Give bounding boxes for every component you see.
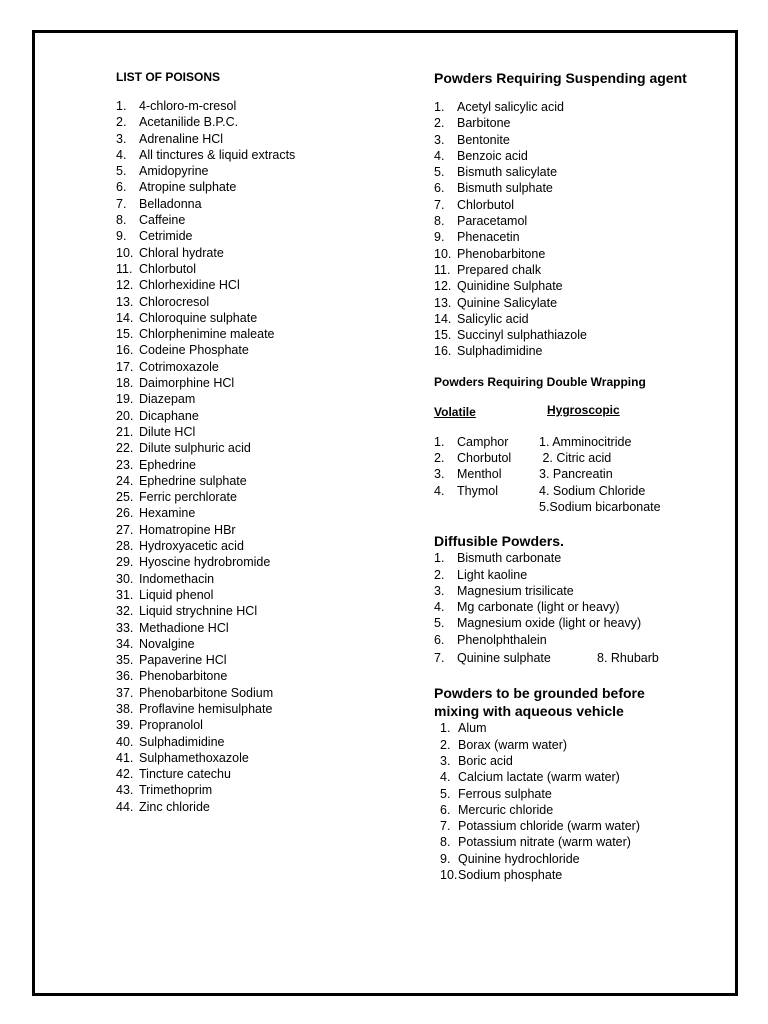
list-item-number: 31.: [116, 587, 134, 602]
list-item-number: 16.: [116, 343, 134, 358]
list-item-text: Acetyl salicylic acid: [457, 100, 564, 114]
list-item: [440, 769, 724, 785]
list-item-number: 40.: [116, 734, 134, 749]
list-item-text: Liquid phenol: [139, 587, 214, 602]
list-item-number: 33.: [116, 620, 134, 635]
list-item-number: 41.: [116, 750, 134, 765]
list-item: [116, 571, 416, 587]
list-item: [434, 599, 724, 615]
list-item: [116, 375, 416, 391]
list-item-text: Caffeine: [139, 213, 186, 228]
list-item-number: 38.: [116, 701, 134, 716]
list-item: [440, 786, 724, 802]
list-item: [116, 342, 416, 358]
hygroscopic-item: 5.Sodium bicarbonate: [539, 499, 661, 514]
hygroscopic-heading: Hygroscopic: [547, 402, 620, 417]
list-item: [116, 668, 416, 684]
volatile-item: [434, 466, 539, 482]
list-item: [434, 148, 724, 164]
list-item-text: Adrenaline HCl: [139, 131, 224, 146]
list-item-number: 13.: [116, 294, 134, 309]
list-item-number: 2.: [440, 737, 451, 752]
volatile-item: [434, 483, 539, 499]
diffusible-extra-item: 8. Rhubarb: [597, 651, 659, 666]
list-item: [116, 620, 416, 636]
list-item-number: 21.: [116, 424, 134, 439]
list-item-number: 12.: [434, 279, 452, 294]
list-item-text: 4-chloro-m-cresol: [139, 99, 237, 113]
list-item-text: Liquid strychnine HCl: [139, 604, 258, 619]
list-item-text: Alum: [458, 721, 487, 736]
list-item: [116, 212, 416, 228]
list-item-number: 7.: [116, 196, 127, 211]
list-item: [440, 818, 724, 834]
list-item-text: Diazepam: [139, 392, 196, 407]
list-item: [434, 295, 724, 311]
list-item-number: 4.: [440, 770, 451, 785]
list-item-text: Sulphamethoxazole: [139, 750, 249, 765]
list-item-number: 26.: [116, 506, 134, 521]
list-item: [434, 550, 724, 566]
list-item: [434, 115, 724, 131]
list-item-number: 1.: [434, 100, 445, 114]
list-item-number: 2.: [434, 567, 445, 582]
list-item-number: 19.: [116, 392, 134, 407]
list-item-number: 20.: [116, 408, 134, 423]
list-item: [116, 98, 416, 114]
list-item-number: 15.: [116, 327, 134, 342]
list-item-number: 35.: [116, 653, 134, 668]
double-wrapping-row: [434, 466, 724, 482]
list-item: [116, 587, 416, 603]
double-wrapping-title: Powders Requiring Double Wrapping: [434, 374, 646, 389]
grounded-title-line1: Powders to be grounded before: [434, 685, 645, 702]
list-item: [434, 229, 724, 245]
list-item-text: Boric acid: [458, 753, 513, 768]
diffusible-title: Diffusible Powders.: [434, 533, 564, 550]
diffusible-section: [434, 532, 724, 666]
list-item-number: 28.: [116, 539, 134, 554]
list-item-number: 12.: [116, 278, 134, 293]
list-item-text: Quinidine Sulphate: [457, 279, 563, 294]
list-item-number: 10.: [116, 245, 134, 260]
grounded-list: [434, 720, 724, 883]
list-item-text: Methadione HCl: [139, 620, 229, 635]
list-item-number: 14.: [434, 311, 452, 326]
list-item: [116, 782, 416, 798]
list-item-number: 16.: [434, 344, 452, 359]
list-item-text: Chlorocresol: [139, 294, 210, 309]
list-item: [434, 164, 724, 180]
volatile-item-number: 3.: [434, 467, 445, 482]
list-item-text: Homatropine HBr: [139, 522, 236, 537]
list-item: [116, 114, 416, 130]
list-item-number: 5.: [434, 616, 445, 631]
list-item-number: 3.: [440, 753, 451, 768]
list-item-number: 9.: [440, 851, 451, 866]
list-item: [434, 615, 724, 631]
list-item-number: 42.: [116, 767, 134, 782]
list-item: [116, 391, 416, 407]
list-item-number: 34.: [116, 636, 134, 651]
list-item: [116, 457, 416, 473]
list-item: [434, 343, 724, 359]
list-item-number: 44.: [116, 799, 134, 814]
list-item-number: 10.: [440, 867, 458, 882]
list-item-number: 37.: [116, 685, 134, 700]
list-item-number: 5.: [434, 165, 445, 180]
list-item: [116, 179, 416, 195]
list-item: [116, 424, 416, 440]
list-item-number: 29.: [116, 555, 134, 570]
list-item-text: Amidopyrine: [139, 164, 209, 179]
list-item: [116, 359, 416, 375]
list-item-text: Dilute sulphuric acid: [139, 441, 251, 456]
list-item-text: Potassium chloride (warm water): [458, 819, 640, 834]
list-item-number: 11.: [116, 261, 133, 276]
double-wrapping-row: [434, 483, 724, 499]
list-item-number: 24.: [116, 473, 134, 488]
list-item-number: 2.: [434, 116, 445, 131]
list-item: [434, 262, 724, 278]
list-item-number: 3.: [434, 132, 445, 147]
list-item: [116, 799, 416, 815]
list-item-text: Bismuth salicylate: [457, 165, 558, 180]
list-item: [440, 753, 724, 769]
list-item: [434, 246, 724, 262]
list-item-text: Propranolol: [139, 718, 203, 733]
hygroscopic-item: 3. Pancreatin: [539, 467, 613, 482]
list-item-text: Ephedrine sulphate: [139, 473, 247, 488]
list-item: [116, 538, 416, 554]
list-item-number: 7.: [434, 197, 445, 212]
list-item-text: Daimorphine HCl: [139, 376, 235, 391]
list-item: [440, 802, 724, 818]
list-item: [116, 408, 416, 424]
volatile-item-text: Camphor: [457, 434, 509, 449]
list-item-number: 4.: [434, 600, 445, 615]
volatile-heading: Volatile: [434, 404, 476, 419]
list-item-number: 43.: [116, 783, 134, 798]
list-item-text: Borax (warm water): [458, 737, 568, 752]
poisons-title: LIST OF POISONS: [116, 70, 221, 84]
double-wrapping-row: [434, 499, 724, 515]
list-item-text: Chlorhexidine HCl: [139, 278, 240, 293]
list-item-number: 27.: [116, 522, 134, 537]
list-item-number: 6.: [434, 632, 445, 647]
list-item: [440, 720, 724, 736]
list-item: [434, 197, 724, 213]
list-item: [116, 294, 416, 310]
list-item-text: Paracetamol: [457, 214, 528, 229]
suspending-list: [434, 99, 724, 360]
list-item-number: 1.: [440, 721, 451, 736]
grounded-title-line2: mixing with aqueous vehicle: [434, 703, 624, 720]
list-item-text: Novalgine: [139, 636, 195, 651]
list-item: [434, 327, 724, 343]
list-item: [116, 310, 416, 326]
list-item: [116, 261, 416, 277]
list-item: [116, 685, 416, 701]
list-item-text: Bismuth sulphate: [457, 181, 553, 196]
volatile-item: [434, 434, 539, 450]
list-item: [434, 311, 724, 327]
list-item-number: 14.: [116, 310, 134, 325]
list-item: [116, 196, 416, 212]
volatile-item-number: 2.: [434, 451, 445, 466]
suspending-section: [434, 69, 724, 360]
list-item-text: Dicaphane: [139, 408, 199, 423]
list-item-text: Ferric perchlorate: [139, 490, 237, 505]
list-item-number: 23.: [116, 457, 134, 472]
list-item-number: 25.: [116, 490, 134, 505]
list-item-text: Phenacetin: [457, 230, 520, 245]
list-item: [440, 851, 724, 867]
list-item-text: Trimethoprim: [139, 783, 213, 798]
list-item-text: Codeine Phosphate: [139, 343, 249, 358]
list-item-number: 32.: [116, 604, 134, 619]
list-item-text: Chlorbutol: [139, 261, 196, 276]
list-item: [116, 603, 416, 619]
list-item-text: Phenobarbitone Sodium: [139, 685, 274, 700]
volatile-item: [434, 450, 539, 466]
list-item: [116, 505, 416, 521]
list-item: [116, 489, 416, 505]
list-item: [434, 132, 724, 148]
list-item-number: 10.: [434, 246, 452, 261]
list-item-text: Tincture catechu: [139, 767, 231, 782]
list-item: [116, 163, 416, 179]
list-item-text: Cetrimide: [139, 229, 193, 244]
list-item-number: 13.: [434, 295, 452, 310]
volatile-item-number: [434, 499, 457, 515]
list-item-number: 39.: [116, 718, 134, 733]
hygroscopic-item: 4. Sodium Chloride: [539, 483, 646, 498]
list-item-text: Potassium nitrate (warm water): [458, 835, 631, 850]
list-item-text: All tinctures & liquid extracts: [139, 147, 296, 162]
list-item-text: Sulphadimidine: [139, 734, 225, 749]
list-item-number: 7.: [440, 819, 451, 834]
list-item-text: Magnesium trisilicate: [457, 583, 574, 598]
list-item-number: 4.: [434, 148, 445, 163]
list-item: [116, 636, 416, 652]
list-item: [116, 766, 416, 782]
list-item-number: 22.: [116, 441, 134, 456]
list-item-number: 18.: [116, 376, 134, 391]
list-item: [434, 213, 724, 229]
volatile-item-text: Menthol: [457, 467, 502, 482]
poisons-list: [116, 98, 416, 815]
list-item: [434, 567, 724, 583]
list-item-text: Hydroxyacetic acid: [139, 539, 244, 554]
list-item-text: Light kaoline: [457, 567, 528, 582]
list-item: [116, 440, 416, 456]
list-item: [116, 326, 416, 342]
volatile-item-text: Thymol: [457, 483, 498, 498]
list-item-text: Ephedrine: [139, 457, 196, 472]
volatile-item: [434, 499, 539, 515]
list-item-text: Prepared chalk: [457, 262, 542, 277]
volatile-item-number: 1.: [434, 434, 445, 449]
list-item: [116, 717, 416, 733]
list-item: [116, 245, 416, 261]
list-item: [434, 583, 724, 599]
list-item-text: Phenobarbitone: [139, 669, 228, 684]
list-item-text: Proflavine hemisulphate: [139, 701, 273, 716]
list-item: [116, 554, 416, 570]
list-item-number: 7.: [434, 651, 445, 666]
list-item-text: Ferrous sulphate: [458, 786, 552, 801]
list-item-text: Sodium phosphate: [458, 867, 563, 882]
list-item-text: Atropine sulphate: [139, 180, 237, 195]
list-item-text: Zinc chloride: [139, 799, 210, 814]
grounded-section: [434, 684, 724, 883]
list-item-text: Indomethacin: [139, 571, 215, 586]
diffusible-list: [434, 550, 724, 648]
double-wrapping-headers: [434, 403, 724, 421]
list-item-text: Calcium lactate (warm water): [458, 770, 620, 785]
list-item-number: 8.: [116, 213, 127, 228]
list-item-number: 1.: [116, 99, 127, 113]
list-item-number: 8.: [434, 214, 445, 229]
list-item: [434, 278, 724, 294]
list-item: [116, 473, 416, 489]
list-item-number: 8.: [440, 835, 451, 850]
list-item-number: 5.: [440, 786, 451, 801]
list-item-number: 1.: [434, 551, 445, 566]
list-item-text: Phenobarbitone: [457, 246, 546, 261]
list-item-number: 9.: [116, 229, 127, 244]
list-item-text: Quinine Salicylate: [457, 295, 558, 310]
list-item-text: Chloral hydrate: [139, 245, 224, 260]
list-item-text: Magnesium oxide (light or heavy): [457, 616, 642, 631]
list-item-number: 3.: [434, 583, 445, 598]
list-item-number: 2.: [116, 115, 127, 130]
list-item-number: 9.: [434, 230, 445, 245]
list-item-number: 36.: [116, 669, 134, 684]
list-item-number: 4.: [116, 147, 127, 162]
list-item: [116, 522, 416, 538]
list-item-text: Mg carbonate (light or heavy): [457, 600, 620, 615]
list-item-text: Bismuth carbonate: [457, 551, 562, 566]
double-wrapping-row: [434, 450, 724, 466]
hygroscopic-item: 2. Citric acid: [539, 451, 612, 466]
list-item: [116, 652, 416, 668]
list-item-text: Cotrimoxazole: [139, 359, 219, 374]
list-item-text: Quinine sulphate: [457, 651, 551, 666]
list-item: [440, 737, 724, 753]
list-item: [434, 180, 724, 196]
list-item: [116, 734, 416, 750]
list-item-text: Chloroquine sulphate: [139, 310, 258, 325]
list-item-text: Quinine hydrochloride: [458, 851, 580, 866]
list-item: [116, 228, 416, 244]
list-item: [116, 277, 416, 293]
list-item: [434, 632, 724, 648]
list-item-text: Sulphadimidine: [457, 344, 543, 359]
volatile-item-text: Chorbutol: [457, 451, 512, 466]
list-item: [116, 147, 416, 163]
list-item: [116, 701, 416, 717]
poisons-section: [116, 69, 416, 815]
list-item: [434, 99, 724, 115]
list-item-number: 15.: [434, 328, 452, 343]
list-item-number: 30.: [116, 571, 134, 586]
diffusible-last-row: [434, 650, 724, 666]
right-column: [434, 69, 724, 883]
list-item-text: Phenolphthalein: [457, 632, 547, 647]
list-item-number: 17.: [116, 359, 134, 374]
list-item: [440, 867, 724, 883]
list-item-number: 6.: [116, 180, 127, 195]
list-item-text: Chlorbutol: [457, 197, 514, 212]
list-item-text: Benzoic acid: [457, 148, 528, 163]
list-item-number: 11.: [434, 262, 451, 277]
list-item-number: 5.: [116, 164, 127, 179]
double-wrapping-section: [434, 374, 724, 515]
volatile-item-number: 4.: [434, 483, 445, 498]
list-item-number: 3.: [116, 131, 127, 146]
list-item-number: 6.: [440, 802, 451, 817]
list-item-text: Mercuric chloride: [458, 802, 554, 817]
list-item-number: 6.: [434, 181, 445, 196]
list-item-text: Dilute HCl: [139, 424, 196, 439]
list-item-text: Papaverine HCl: [139, 653, 227, 668]
list-item-text: Belladonna: [139, 196, 202, 211]
list-item-text: Acetanilide B.P.C.: [139, 115, 239, 130]
double-wrapping-rows: [434, 434, 724, 515]
list-item-text: Salicylic acid: [457, 311, 529, 326]
list-item-text: Hexamine: [139, 506, 196, 521]
suspending-title: Powders Requiring Suspending agent: [434, 70, 687, 86]
double-wrapping-row: [434, 434, 724, 450]
list-item-text: Bentonite: [457, 132, 510, 147]
list-item: [116, 750, 416, 766]
list-item-text: Barbitone: [457, 116, 511, 131]
list-item-text: Hyoscine hydrobromide: [139, 555, 271, 570]
list-item: [116, 131, 416, 147]
hygroscopic-item: 1. Amminocitride: [539, 434, 632, 449]
list-item-text: Chlorphenimine maleate: [139, 327, 275, 342]
list-item: [440, 834, 724, 850]
list-item-text: Succinyl sulphathiazole: [457, 328, 587, 343]
